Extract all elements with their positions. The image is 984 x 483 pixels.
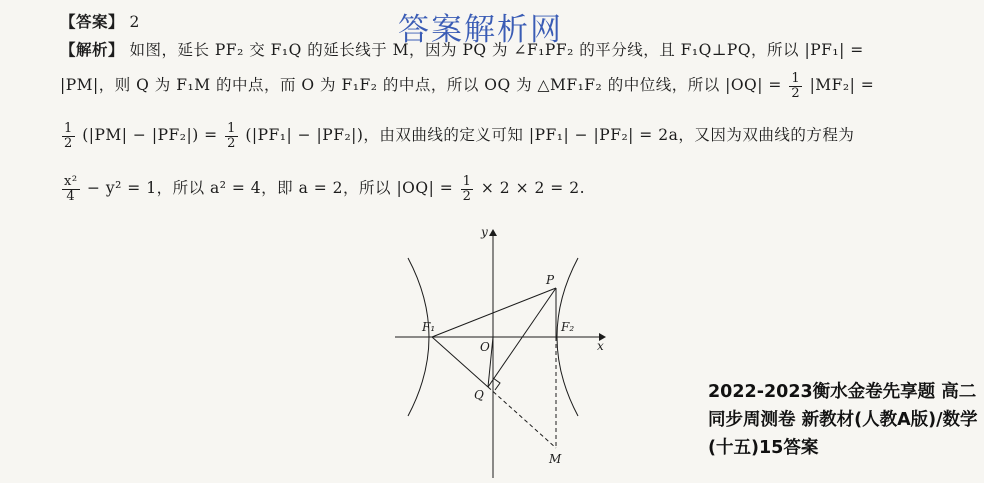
fraction-num: 1 (64, 121, 73, 136)
analysis-label: 【解析】 (60, 41, 125, 59)
label-M: M (549, 452, 562, 466)
segment-F1P (432, 288, 556, 337)
answer-value: 2 (129, 13, 140, 31)
answer-label: 【答案】 (60, 13, 125, 31)
analysis-text-4b: × 2 × 2 = 2. (480, 179, 585, 198)
label-P: P (546, 273, 555, 287)
fraction-num: 1 (791, 71, 801, 86)
label-Q: Q (474, 388, 484, 402)
watermark: 答案解析网 (398, 12, 563, 48)
fraction-den: 4 (66, 188, 76, 204)
label-O: O (480, 340, 490, 354)
fraction-den: 2 (64, 135, 73, 151)
analysis-text-2b: |MF₂| = (809, 76, 875, 95)
label-F2: F₂ (561, 320, 575, 334)
fraction-den: 2 (227, 135, 236, 151)
fraction-num: x² (64, 174, 78, 189)
fraction-num: 1 (227, 121, 236, 136)
analysis-text-3a: (|PM| − |PF₂|) = (82, 126, 218, 145)
analysis-text-3b: (|PF₁| − |PF₂|)，由双曲线的定义可知 |PF₁| − |PF₂| = 2a，又因为双曲线的方程为 (245, 126, 855, 145)
fraction-num: 1 (462, 174, 472, 189)
label-F1: F₁ (422, 320, 436, 334)
analysis-text-2a: |PM|，则 Q 为 F₁M 的中点，而 O 为 F₁F₂ 的中点，所以 OQ 为 △MF₁F₂ 的中位线，所以 |OQ| = (60, 76, 782, 95)
analysis-text-4a: − y² = 1，所以 a² = 4，即 a = 2，所以 |OQ| = (86, 179, 454, 198)
right-angle-mark (493, 378, 500, 390)
caption: 2022-2023衡水金卷先享题 高二同步周测卷 新教材(人教A版)/数学(十五)15答案 (708, 382, 978, 458)
analysis-text-1: 如图，延长 PF₂ 交 F₁Q 的延长线于 M，因为 PQ 为 ∠F₁PF₂ 的平分线，且 F₁Q⊥PQ，所以 |PF₁| = (129, 41, 864, 59)
fraction-den: 2 (791, 85, 801, 101)
label-y: y (481, 225, 488, 239)
fraction-den: 2 (462, 188, 472, 204)
segment-QM-dashed (488, 387, 556, 448)
label-x: x (597, 339, 604, 353)
